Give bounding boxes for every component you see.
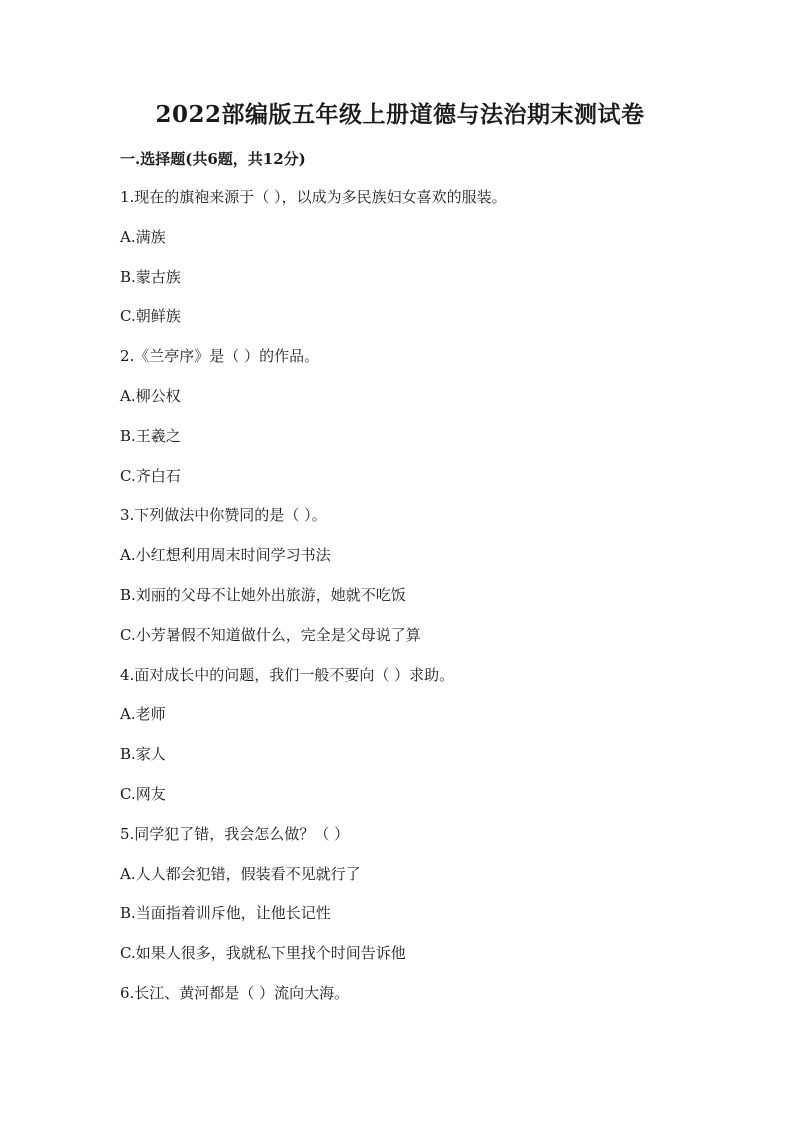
question-3-option-a: A.小红想利用周末时间学习书法 xyxy=(120,546,331,565)
question-5-option-c: C.如果人很多，我就私下里找个时间告诉他 xyxy=(120,944,406,963)
question-6-stem: 6.长江、黄河都是（ ）流向大海。 xyxy=(120,983,350,1002)
question-5-option-b: B.当面指着训斥他，让他长记性 xyxy=(120,904,331,923)
question-3-option-b: B.刘丽的父母不让她外出旅游，她就不吃饭 xyxy=(120,585,406,604)
question-list xyxy=(120,186,740,1022)
question-5-stem: 5.同学犯了错，我会怎么做？（ ） xyxy=(120,824,350,843)
question-4-stem: 4.面对成长中的问题，我们一般不要向（ ）求助。 xyxy=(120,665,455,684)
question-1-option-a: A.满族 xyxy=(120,227,166,246)
question-4-option-b: B.家人 xyxy=(120,745,166,764)
exam-title: 2022部编版五年级上册道德与法治期末测试卷 xyxy=(155,101,645,128)
question-2-option-c: C.齐白石 xyxy=(120,466,181,485)
question-2-option-a: A.柳公权 xyxy=(120,386,181,405)
question-2-stem: 2.《兰亭序》是（ ）的作品。 xyxy=(120,347,320,366)
section-heading: 一.选择题(共6题，共12分) xyxy=(120,150,306,168)
question-5-option-a: A.人人都会犯错，假装看不见就行了 xyxy=(120,864,361,883)
question-3-option-c: C.小芳暑假不知道做什么，完全是父母说了算 xyxy=(120,625,421,644)
question-1-stem: 1.现在的旗袍来源于（ ），以成为多民族妇女喜欢的服装。 xyxy=(120,188,507,206)
question-1-option-c: C.朝鲜族 xyxy=(120,307,181,326)
question-3-stem: 3.下列做法中你赞同的是（ ）。 xyxy=(120,506,327,525)
question-4-option-c: C.网友 xyxy=(120,784,166,803)
question-2-option-b: B.王羲之 xyxy=(120,426,181,445)
question-4-option-a: A.老师 xyxy=(120,705,166,724)
question-1-option-b: B.蒙古族 xyxy=(120,267,181,286)
